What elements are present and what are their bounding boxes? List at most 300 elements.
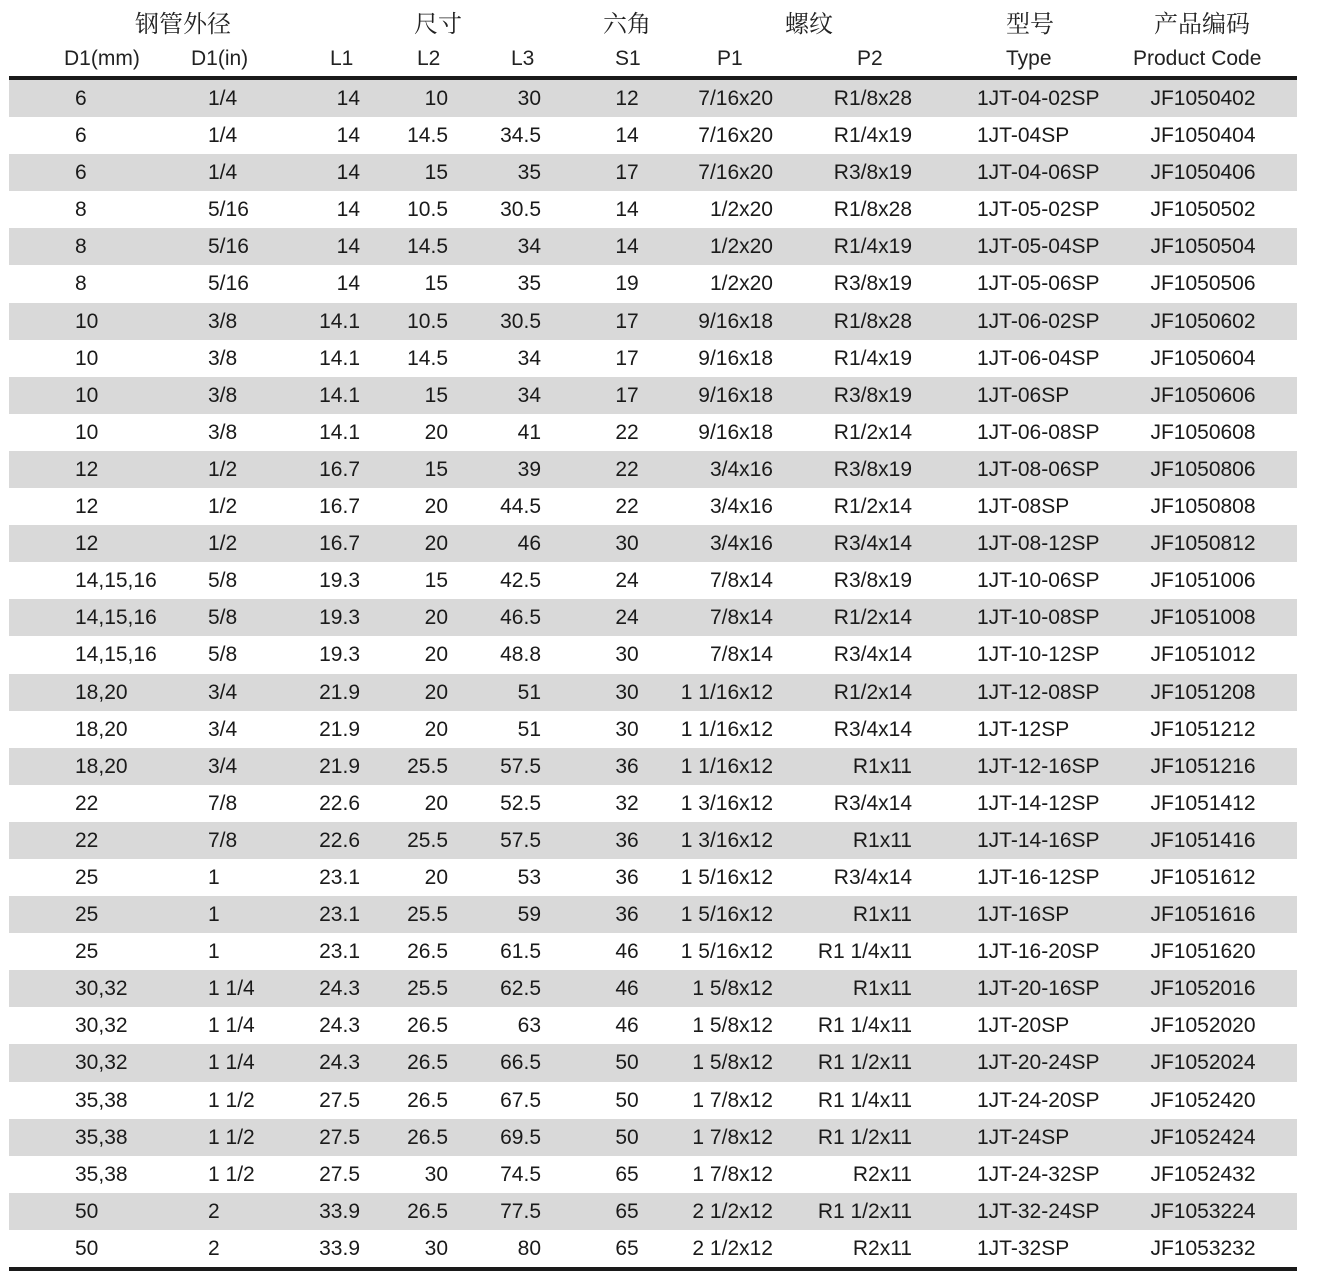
product-code-cell-text: JF1050606	[1150, 383, 1256, 407]
l1-cell: 14	[336, 87, 360, 110]
d1in-cell: 1 1/4	[208, 1014, 255, 1038]
d1in-cell: 1/4	[208, 161, 238, 185]
p1-cell: 3/4x16	[709, 495, 773, 519]
p2-cell: R3/4x14	[833, 717, 912, 741]
table-row	[9, 636, 1297, 673]
group-header-product-code: 产品编码	[1154, 11, 1250, 38]
l2-cell: 14.5	[407, 235, 448, 259]
l1-cell: 14.1	[319, 383, 360, 407]
product-code-cell-text: JF1050406	[1150, 161, 1256, 185]
product-code-cell-text: JF1051412	[1150, 791, 1256, 815]
d1mm-cell: 18,20	[75, 754, 128, 778]
p2-cell: R1/2x14	[833, 420, 912, 444]
p2-cell: R1 1/4x11	[817, 940, 912, 964]
d1in-cell: 5/16	[208, 198, 249, 222]
s1-cell-text: 46	[615, 977, 639, 1001]
l2-cell: 10	[424, 87, 448, 110]
l2-cell: 25.5	[407, 828, 448, 852]
l3-cell: 34	[517, 346, 541, 370]
l3-cell: 77.5	[500, 1199, 541, 1223]
type-cell: 1JT-12-08SP	[977, 680, 1100, 704]
p2-cell: R1 1/2x11	[817, 1125, 912, 1149]
product-code-cell-text: JF1050404	[1150, 124, 1256, 148]
type-cell: 1JT-24-32SP	[977, 1162, 1100, 1186]
l1-cell: 19.3	[319, 569, 360, 593]
column-header-p2: P2	[857, 47, 883, 70]
l2-cell: 26.5	[407, 1199, 448, 1223]
p2-cell: R3/4x14	[833, 643, 912, 667]
d1mm-cell: 10	[75, 383, 99, 407]
s1-cell-text: 30	[615, 717, 639, 741]
l3-cell: 34	[517, 235, 541, 259]
type-cell: 1JT-06-04SP	[977, 346, 1100, 370]
type-cell: 1JT-08-12SP	[977, 532, 1100, 556]
type-cell: 1JT-16SP	[977, 903, 1070, 927]
table-row	[9, 933, 1297, 970]
product-code-cell-text: JF1052420	[1150, 1088, 1256, 1112]
p2-cell: R3/8x19	[833, 161, 912, 185]
d1in-cell: 1/2	[208, 495, 238, 519]
p1-cell: 1 5/8x12	[692, 1014, 773, 1038]
column-header-type: Type	[1006, 47, 1052, 70]
d1in-cell: 5/8	[208, 643, 238, 667]
l3-cell: 30	[517, 87, 541, 110]
d1in-cell: 1	[208, 903, 220, 927]
p2-cell: R3/8x19	[833, 569, 912, 593]
p2-cell: R1/4x19	[833, 346, 912, 370]
table-row	[9, 154, 1297, 191]
group-header-dimensions: 尺寸	[414, 11, 462, 38]
product-code-cell-text: JF1050812	[1150, 532, 1256, 556]
l2-cell: 25.5	[407, 903, 448, 927]
d1in-cell: 3/4	[208, 754, 238, 778]
s1-cell-text: 36	[615, 828, 639, 852]
l3-cell: 74.5	[500, 1162, 541, 1186]
table-row	[9, 822, 1297, 859]
d1in-cell: 5/16	[208, 235, 249, 259]
l2-cell: 20	[424, 680, 448, 704]
l1-cell: 14.1	[319, 420, 360, 444]
product-code-cell-text: JF1050504	[1150, 235, 1256, 259]
s1-cell-text: 46	[615, 1014, 639, 1038]
l1-cell: 27.5	[319, 1162, 360, 1186]
l2-cell: 20	[424, 606, 448, 630]
s1-cell-text: 24	[615, 606, 639, 630]
table-row	[9, 1156, 1297, 1193]
table-row	[9, 1082, 1297, 1119]
table-row	[9, 674, 1297, 711]
p1-cell: 7/8x14	[709, 643, 773, 667]
l1-cell: 23.1	[319, 940, 360, 964]
column-header-d1mm: D1(mm)	[64, 47, 140, 70]
d1in-cell: 1/4	[208, 87, 238, 110]
p2-cell: R1/8x28	[833, 198, 912, 222]
column-header-l1: L1	[330, 47, 354, 70]
l2-cell: 26.5	[407, 1014, 448, 1038]
d1in-cell: 1/2	[208, 457, 238, 481]
l1-cell: 14	[336, 198, 360, 222]
type-cell: 1JT-06SP	[977, 383, 1070, 407]
l3-cell: 42.5	[500, 569, 541, 593]
d1mm-cell: 14,15,16	[75, 569, 157, 593]
l2-cell: 25.5	[407, 754, 448, 778]
l1-cell: 14	[336, 272, 360, 296]
product-code-cell-text: JF1051006	[1150, 569, 1256, 593]
type-cell: 1JT-14-16SP	[977, 828, 1100, 852]
p2-cell: R1x11	[852, 828, 912, 852]
s1-cell-text: 36	[615, 754, 639, 778]
l3-cell: 61.5	[500, 940, 541, 964]
product-code-cell-text: JF1052424	[1150, 1125, 1256, 1149]
l3-cell: 52.5	[500, 791, 541, 815]
d1mm-cell: 30,32	[75, 1014, 128, 1038]
product-code-cell-text: JF1051616	[1150, 903, 1256, 927]
d1in-cell: 3/8	[208, 420, 238, 444]
l3-cell: 39	[517, 457, 541, 481]
p1-cell: 7/16x20	[698, 87, 773, 110]
l3-cell: 51	[517, 680, 541, 704]
p1-cell: 1 7/8x12	[692, 1088, 773, 1112]
l3-cell: 66.5	[500, 1051, 541, 1075]
d1mm-cell: 18,20	[75, 717, 128, 741]
p1-cell: 1 5/16x12	[680, 903, 773, 927]
l1-cell: 14	[336, 235, 360, 259]
p2-cell: R1x11	[852, 754, 912, 778]
l1-cell: 24.3	[319, 1014, 360, 1038]
product-code-cell-text: JF1050502	[1150, 198, 1256, 222]
column-header-d1in: D1(in)	[191, 47, 249, 70]
l2-cell: 20	[424, 495, 448, 519]
p2-cell: R1/2x14	[833, 680, 912, 704]
product-code-cell-text: JF1051008	[1150, 606, 1256, 630]
type-cell: 1JT-24-20SP	[977, 1088, 1100, 1112]
l2-cell: 20	[424, 865, 448, 889]
table-row	[9, 1119, 1297, 1156]
p2-cell: R1/8x28	[833, 309, 912, 333]
p1-cell: 9/16x18	[698, 420, 773, 444]
p2-cell: R2x11	[852, 1162, 912, 1186]
type-cell: 1JT-20-24SP	[977, 1051, 1100, 1075]
l3-cell: 48.8	[500, 643, 541, 667]
type-cell: 1JT-05-02SP	[977, 198, 1100, 222]
p1-cell: 7/8x14	[709, 606, 773, 630]
l2-cell: 15	[424, 272, 448, 296]
p1-cell: 1 5/8x12	[692, 977, 773, 1001]
s1-cell-text: 50	[615, 1051, 639, 1075]
d1mm-cell: 25	[75, 940, 99, 964]
product-code-cell-text: JF1050602	[1150, 309, 1256, 333]
product-code-cell-text: JF1051620	[1150, 940, 1256, 964]
d1mm-cell: 50	[75, 1199, 99, 1223]
l1-cell: 21.9	[319, 680, 360, 704]
p1-cell: 1 1/16x12	[680, 717, 773, 741]
p1-cell: 9/16x18	[698, 309, 773, 333]
l3-cell: 59	[517, 903, 541, 927]
d1in-cell: 1/2	[208, 532, 238, 556]
d1mm-cell: 10	[75, 309, 99, 333]
l3-cell: 69.5	[500, 1125, 541, 1149]
d1mm-cell: 18,20	[75, 680, 128, 704]
l2-cell: 20	[424, 791, 448, 815]
s1-cell-text: 32	[615, 791, 639, 815]
l1-cell: 21.9	[319, 754, 360, 778]
table-row	[9, 599, 1297, 636]
product-code-cell-text: JF1051612	[1150, 865, 1256, 889]
p1-cell: 1/2x20	[709, 272, 773, 296]
d1mm-cell: 35,38	[75, 1125, 128, 1149]
l3-cell: 80	[517, 1236, 541, 1260]
table-row	[9, 228, 1297, 265]
p1-cell: 3/4x16	[709, 532, 773, 556]
type-cell: 1JT-05-04SP	[977, 235, 1100, 259]
table-row	[9, 1007, 1297, 1044]
d1in-cell: 1 1/4	[208, 1051, 255, 1075]
d1in-cell: 1 1/2	[208, 1162, 255, 1186]
d1in-cell: 5/8	[208, 569, 238, 593]
l3-cell: 51	[517, 717, 541, 741]
s1-cell-text: 14	[615, 235, 639, 259]
type-cell: 1JT-12-16SP	[977, 754, 1100, 778]
table-row	[9, 1044, 1297, 1081]
l2-cell: 26.5	[407, 940, 448, 964]
l3-cell: 46	[517, 532, 541, 556]
l2-cell: 26.5	[407, 1088, 448, 1112]
d1mm-cell: 30,32	[75, 1051, 128, 1075]
l3-cell: 41	[517, 420, 541, 444]
d1mm-cell: 22	[75, 828, 99, 852]
p2-cell: R1/4x19	[833, 124, 912, 148]
l1-cell: 24.3	[319, 977, 360, 1001]
s1-cell-text: 65	[615, 1162, 639, 1186]
d1mm-cell: 6	[75, 124, 87, 148]
d1mm-cell: 35,38	[75, 1088, 128, 1112]
l3-cell: 34.5	[500, 124, 541, 148]
product-code-cell-text: JF1050608	[1150, 420, 1256, 444]
table-row	[9, 525, 1297, 562]
p2-cell: R1 1/4x11	[817, 1088, 912, 1112]
l2-cell: 30	[424, 1236, 448, 1260]
product-code-cell-text: JF1052016	[1150, 977, 1256, 1001]
l2-cell: 20	[424, 532, 448, 556]
p1-cell: 7/16x20	[698, 124, 773, 148]
d1mm-cell: 12	[75, 495, 99, 519]
d1in-cell: 7/8	[208, 828, 238, 852]
l2-cell: 20	[424, 420, 448, 444]
d1in-cell: 3/4	[208, 717, 238, 741]
p2-cell: R1/4x19	[833, 235, 912, 259]
l3-cell: 46.5	[500, 606, 541, 630]
table-body	[9, 80, 1297, 1267]
column-header-p1: P1	[717, 47, 743, 70]
d1in-cell: 3/4	[208, 680, 238, 704]
p1-cell: 1 7/8x12	[692, 1162, 773, 1186]
p1-cell: 1 5/16x12	[680, 865, 773, 889]
table-row	[9, 785, 1297, 822]
d1in-cell: 2	[208, 1199, 220, 1223]
l1-cell: 22.6	[319, 791, 360, 815]
l1-cell: 16.7	[319, 495, 360, 519]
l2-cell: 15	[424, 383, 448, 407]
d1in-cell: 1	[208, 940, 220, 964]
product-code-cell-text: JF1052432	[1150, 1162, 1256, 1186]
table-row	[9, 451, 1297, 488]
p2-cell: R1/2x14	[833, 606, 912, 630]
d1mm-cell: 10	[75, 420, 99, 444]
p1-cell: 2 1/2x12	[692, 1236, 773, 1260]
l3-cell: 57.5	[500, 754, 541, 778]
type-cell: 1JT-08-06SP	[977, 457, 1100, 481]
table-row	[9, 191, 1297, 228]
d1mm-cell: 22	[75, 791, 99, 815]
group-header-thread: 螺纹	[785, 11, 833, 38]
group-header-steel-od: 钢管外径	[135, 11, 231, 38]
l3-cell: 30.5	[500, 198, 541, 222]
s1-cell-text: 22	[615, 457, 639, 481]
s1-cell-text: 17	[615, 383, 639, 407]
l1-cell: 19.3	[319, 606, 360, 630]
product-code-cell-text: JF1053224	[1150, 1199, 1256, 1223]
table-row	[9, 748, 1297, 785]
s1-cell-text: 65	[615, 1236, 639, 1260]
s1-cell-text: 22	[615, 420, 639, 444]
s1-cell-text: 30	[615, 680, 639, 704]
d1mm-cell: 25	[75, 865, 99, 889]
d1in-cell: 1	[208, 865, 220, 889]
l2-cell: 14.5	[407, 124, 448, 148]
l2-cell: 26.5	[407, 1125, 448, 1149]
l3-cell: 44.5	[500, 495, 541, 519]
d1in-cell: 1 1/2	[208, 1088, 255, 1112]
l1-cell: 22.6	[319, 828, 360, 852]
s1-cell-text: 30	[615, 532, 639, 556]
l1-cell: 16.7	[319, 532, 360, 556]
d1in-cell: 3/8	[208, 309, 238, 333]
type-cell: 1JT-20-16SP	[977, 977, 1100, 1001]
type-cell: 1JT-24SP	[977, 1125, 1070, 1149]
d1in-cell: 3/8	[208, 346, 238, 370]
l1-cell: 23.1	[319, 903, 360, 927]
type-cell: 1JT-16-12SP	[977, 865, 1100, 889]
p1-cell: 1 3/16x12	[680, 791, 773, 815]
p2-cell: R3/8x19	[833, 272, 912, 296]
p1-cell: 1/2x20	[709, 198, 773, 222]
d1mm-cell: 12	[75, 457, 99, 481]
p2-cell: R2x11	[852, 1236, 912, 1260]
product-code-cell-text: JF1052020	[1150, 1014, 1256, 1038]
l2-cell: 25.5	[407, 977, 448, 1001]
p1-cell: 1 1/16x12	[680, 754, 773, 778]
l3-cell: 34	[517, 383, 541, 407]
s1-cell-text: 12	[615, 87, 639, 110]
l3-cell: 57.5	[500, 828, 541, 852]
d1in-cell: 7/8	[208, 791, 238, 815]
type-cell: 1JT-06-08SP	[977, 420, 1100, 444]
p1-cell: 7/16x20	[698, 161, 773, 185]
table-row	[9, 970, 1297, 1007]
l2-cell: 14.5	[407, 346, 448, 370]
l2-cell: 20	[424, 717, 448, 741]
p2-cell: R1 1/2x11	[817, 1199, 912, 1223]
d1in-cell: 5/8	[208, 606, 238, 630]
s1-cell-text: 17	[615, 346, 639, 370]
table-row	[9, 1230, 1297, 1267]
p1-cell: 1 1/16x12	[680, 680, 773, 704]
table-row	[9, 896, 1297, 933]
l1-cell: 19.3	[319, 643, 360, 667]
column-header-l3: L3	[511, 47, 535, 70]
p1-cell: 9/16x18	[698, 346, 773, 370]
type-cell: 1JT-10-08SP	[977, 606, 1100, 630]
bottom-rule	[9, 1267, 1297, 1271]
l3-cell: 30.5	[500, 309, 541, 333]
s1-cell-text: 14	[615, 198, 639, 222]
d1mm-cell: 14,15,16	[75, 643, 157, 667]
l3-cell: 35	[517, 161, 541, 185]
table-row	[9, 265, 1297, 302]
p1-cell: 3/4x16	[709, 457, 773, 481]
table-row	[9, 562, 1297, 599]
d1in-cell: 1 1/4	[208, 977, 255, 1001]
product-code-cell-text: JF1050402	[1150, 87, 1256, 110]
l3-cell: 63	[517, 1014, 541, 1038]
p1-cell: 9/16x18	[698, 383, 773, 407]
p2-cell: R1x11	[852, 977, 912, 1001]
p2-cell: R1/8x28	[833, 87, 912, 110]
table-row	[9, 488, 1297, 525]
product-code-cell-text: JF1050604	[1150, 346, 1256, 370]
l3-cell: 53	[517, 865, 541, 889]
column-header-product-code: Product Code	[1133, 47, 1262, 70]
table-row	[9, 117, 1297, 154]
d1mm-cell: 8	[75, 198, 87, 222]
s1-cell-text: 17	[615, 161, 639, 185]
l1-cell: 16.7	[319, 457, 360, 481]
type-cell: 1JT-12SP	[977, 717, 1070, 741]
p2-cell: R1/2x14	[833, 495, 912, 519]
p2-cell: R1 1/4x11	[817, 1014, 912, 1038]
s1-cell-text: 22	[615, 495, 639, 519]
product-code-cell-text: JF1051216	[1150, 754, 1256, 778]
table-row	[9, 859, 1297, 896]
d1mm-cell: 50	[75, 1236, 99, 1260]
type-cell: 1JT-04-06SP	[977, 161, 1100, 185]
d1mm-cell: 10	[75, 346, 99, 370]
column-header-s1: S1	[615, 47, 641, 70]
product-code-cell-text: JF1053232	[1150, 1236, 1256, 1260]
p2-cell: R3/4x14	[833, 791, 912, 815]
type-cell: 1JT-08SP	[977, 495, 1070, 519]
l2-cell: 15	[424, 569, 448, 593]
product-code-cell-text: JF1050506	[1150, 272, 1256, 296]
l2-cell: 15	[424, 457, 448, 481]
table-row	[9, 711, 1297, 748]
l3-cell: 62.5	[500, 977, 541, 1001]
type-cell: 1JT-04-02SP	[977, 87, 1100, 110]
type-cell: 1JT-32-24SP	[977, 1199, 1100, 1223]
p2-cell: R3/8x19	[833, 457, 912, 481]
product-code-cell-text: JF1050808	[1150, 495, 1256, 519]
product-code-cell-text: JF1050806	[1150, 457, 1256, 481]
p1-cell: 1 5/8x12	[692, 1051, 773, 1075]
table-row	[9, 377, 1297, 414]
l1-cell: 33.9	[319, 1236, 360, 1260]
s1-cell-text: 17	[615, 309, 639, 333]
s1-cell-text: 50	[615, 1088, 639, 1112]
table-row	[9, 340, 1297, 377]
d1in-cell: 2	[208, 1236, 220, 1260]
type-cell: 1JT-06-02SP	[977, 309, 1100, 333]
d1mm-cell: 12	[75, 532, 99, 556]
